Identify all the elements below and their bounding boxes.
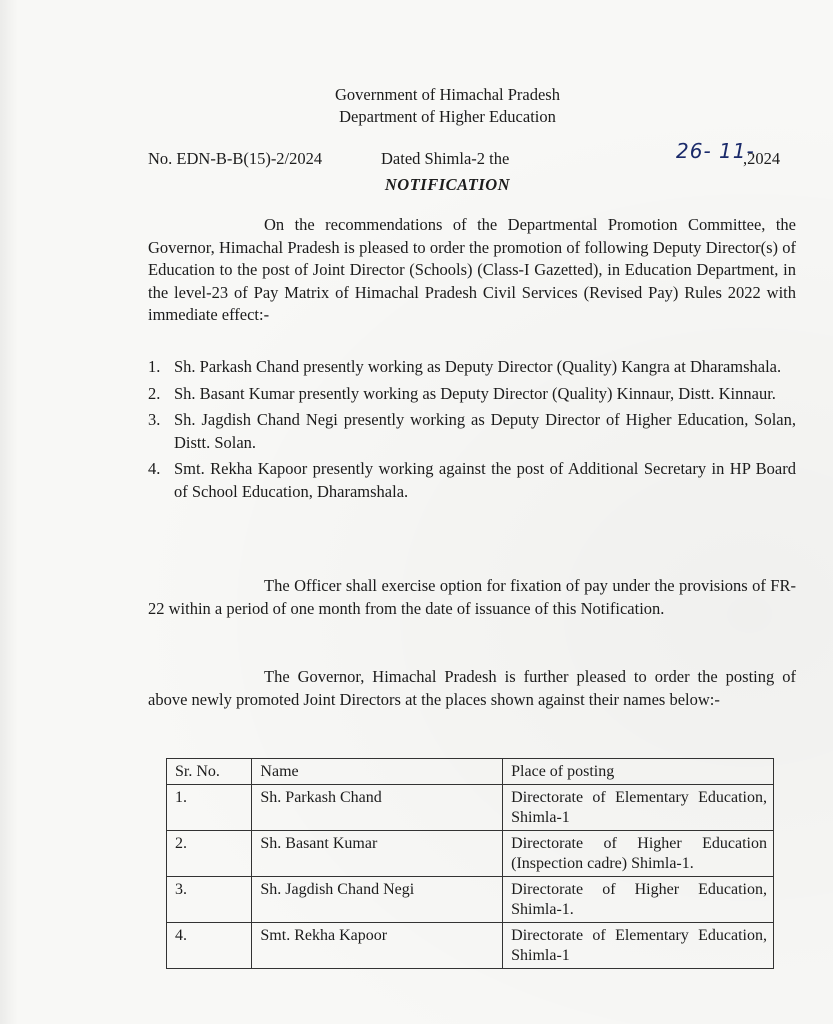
list-item-number: 3. (148, 410, 161, 429)
pay-option-text: The Officer shall exercise option for fixation of pay under the provisions of FR-22 within a period of one month from the date of issuance of this Notification. (148, 576, 796, 618)
cell-place: Directorate of Elementary Education, Shimla-1 (503, 923, 774, 969)
dated-label: Dated Shimla-2 the (381, 149, 510, 168)
list-item (148, 409, 796, 454)
pay-option-paragraph (148, 575, 796, 620)
cell-sr-no: 3. (167, 877, 252, 923)
list-item-number: 1. (148, 357, 161, 376)
list-item-number: 4. (148, 459, 161, 478)
posting-text: The Governor, Himachal Pradesh is further pleased to order the posting of above newly promoted Joint Directors at the places shown against their names below:- (148, 667, 796, 709)
list-item (148, 383, 796, 406)
list-item (148, 458, 796, 503)
list-item-text: Sh. Basant Kumar presently working as Deputy Director (Quality) Kinnaur, Distt. Kinnaur. (174, 383, 776, 403)
table-row (167, 877, 774, 923)
cell-name: Smt. Rekha Kapoor (252, 923, 503, 969)
department-heading: Department of Higher Education (339, 107, 556, 126)
intro-paragraph (148, 214, 796, 327)
cell-sr-no: 1. (167, 785, 252, 831)
table-row (167, 785, 774, 831)
handwritten-date: 26- 11- (676, 139, 755, 163)
list-item (148, 356, 796, 379)
reference-number: No. EDN-B-B(15)-2/2024 (148, 149, 323, 168)
notification-title: NOTIFICATION (384, 175, 511, 194)
header-sr-no: Sr. No. (167, 759, 252, 785)
intro-text: On the recommendations of the Departmental Promotion Committee, the Governor, Himachal Pradesh is pleased to order the promotion of following Deputy Director(s) of Education to the post of Joint Director (Schools) (Class-I Gazetted), in Education Department, in the level-23 of Pay Matrix of Himachal Pradesh Civil Services (Revised Pay) Rules 2022 with immediate effect:- (148, 215, 796, 324)
table-row (167, 923, 774, 969)
promotion-list (148, 356, 796, 507)
posting-table (166, 758, 774, 969)
header-place: Place of posting (503, 759, 774, 785)
cell-place: Directorate of Elementary Education, Shimla-1 (503, 785, 774, 831)
cell-name: Sh. Parkash Chand (252, 785, 503, 831)
posting-paragraph (148, 666, 796, 711)
cell-place: Directorate of Higher Education, Shimla-1. (503, 877, 774, 923)
list-item-text: Sh. Parkash Chand presently working as Deputy Director (Quality) Kangra at Dharamshala. (174, 357, 782, 376)
table-header-row (167, 759, 774, 785)
government-heading: Government of Himachal Pradesh (335, 85, 560, 104)
date-year: ,2024 (743, 149, 781, 168)
table-row (167, 831, 774, 877)
cell-sr-no: 2. (167, 831, 252, 877)
list-item-number: 2. (148, 383, 161, 403)
header-name: Name (252, 759, 503, 785)
cell-sr-no: 4. (167, 923, 252, 969)
list-item-text: Smt. Rekha Kapoor presently working against the post of Additional Secretary in HP Board of School Education, Dharamshala. (174, 459, 796, 501)
cell-name: Sh. Jagdish Chand Negi (252, 877, 503, 923)
cell-place: Directorate of Higher Education (Inspection cadre) Shimla-1. (503, 831, 774, 877)
list-item-text: Sh. Jagdish Chand Negi presently working as Deputy Director of Higher Education, Solan, Distt. Solan. (174, 410, 796, 452)
cell-name: Sh. Basant Kumar (252, 831, 503, 877)
